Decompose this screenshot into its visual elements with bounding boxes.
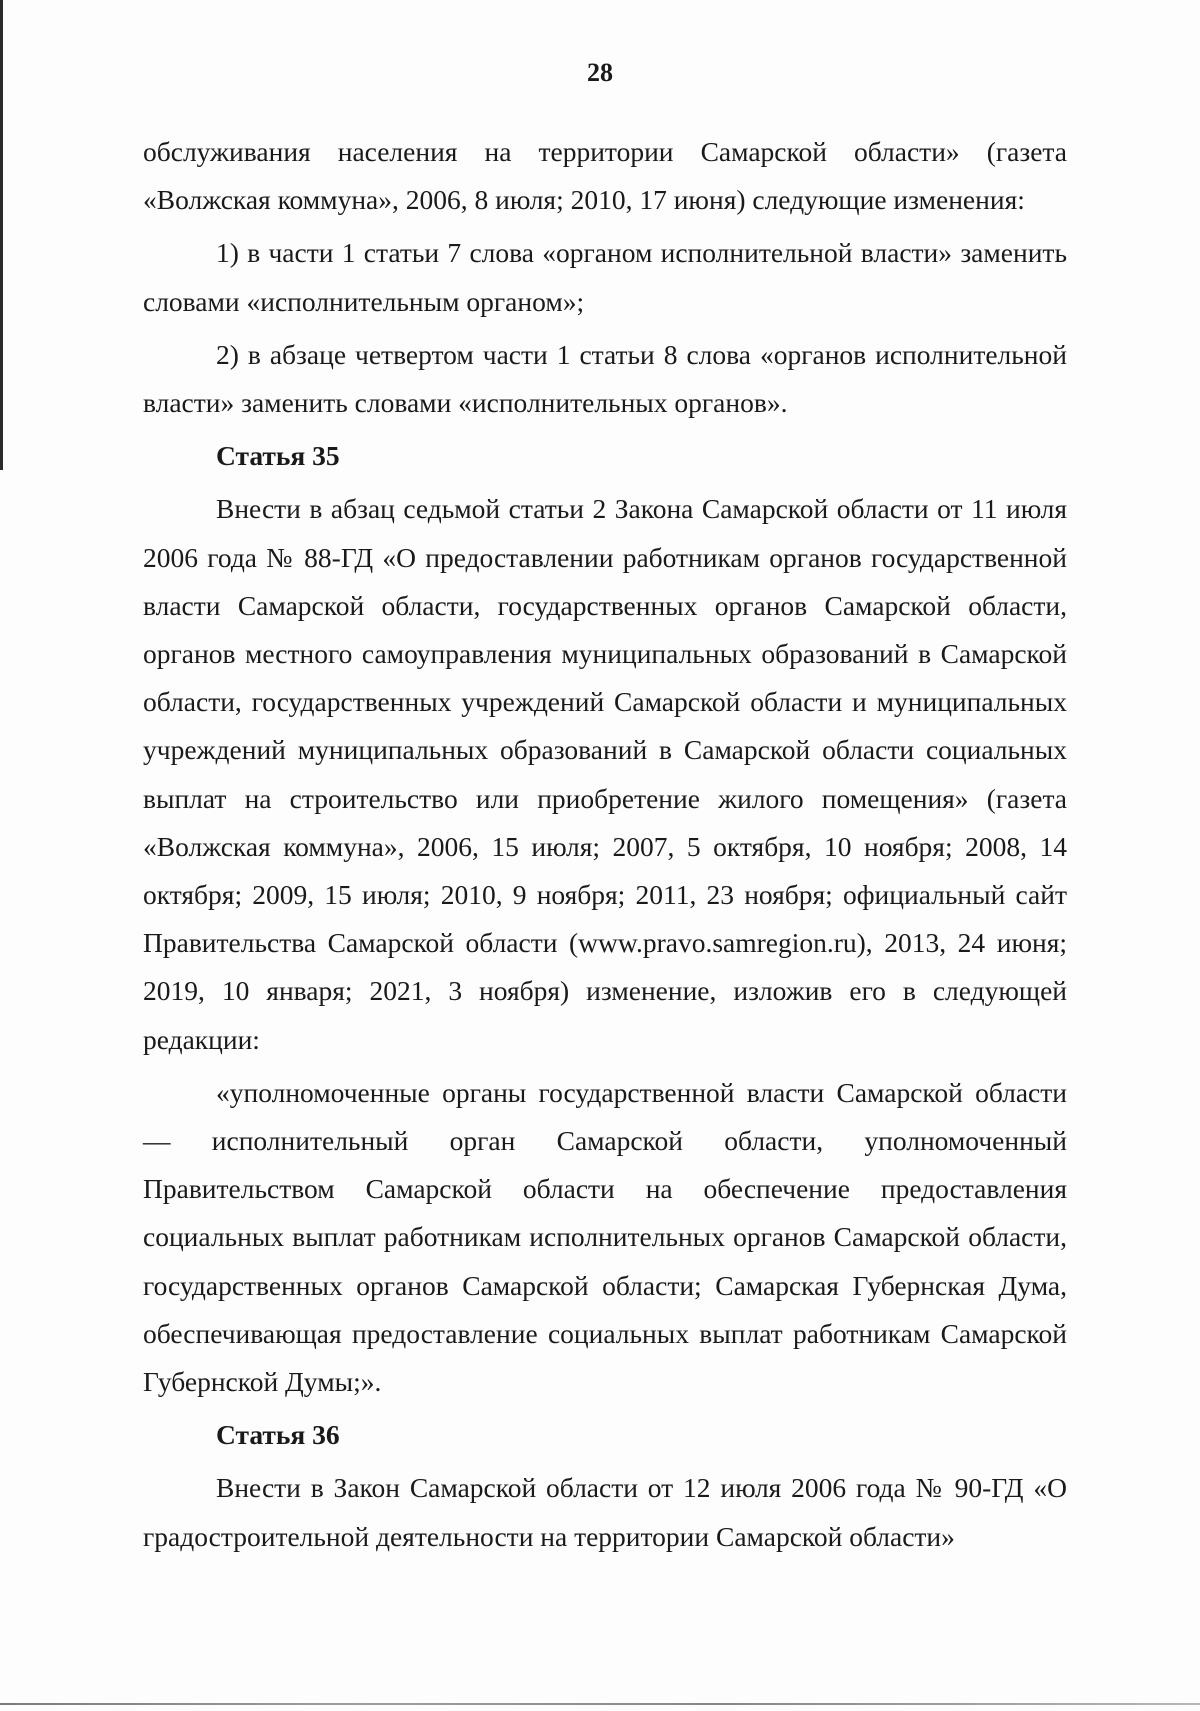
paragraph-item-2: 2) в абзаце четвертом части 1 статьи 8 слова «органов исполнительной власти» заменить словами «исполнительных органов». bbox=[143, 338, 1067, 419]
scan-edge-bottom bbox=[0, 1703, 1200, 1705]
document-body bbox=[143, 128, 1067, 1561]
article-36-heading: Статья 36 bbox=[216, 1419, 340, 1451]
article-35-paragraph: Внести в абзац седьмой статьи 2 Закона Самарской области от 11 июля 2006 года № 88-ГД «О предоставлении работникам органов государственной власти Самарской области, государственных органов Самарской области, органов местного самоуправления муниципальных образований в Самарской области, государственных учреждений Самарской области и муниципальных учреждений муниципальных образований в Самарской области социальных выплат на строительство или приобретение жилого помещения» (газета «Волжская коммуна», 2006, 15 июля; 2007, 5 октября, 10 ноября; 2008, 14 октября; 2009, 15 июля; 2010, 9 ноября; 2011, 23 ноября; официальный сайт Правительства Самарской области (www.pravo.samregion.ru), 2013, 24 июня; 2019, 10 января; 2021, 3 ноября) изменение, изложив его в следующей редакции: bbox=[143, 493, 1067, 1055]
article-36-paragraph: Внести в Закон Самарской области от 12 июля 2006 года № 90-ГД «О градостроительной деятельности на территории Самарской области» bbox=[143, 1472, 1067, 1552]
page-number: 28 bbox=[587, 58, 613, 87]
paragraph-item-1: 1) в части 1 статьи 7 слова «органом исполнительной власти» заменить словами «исполнительным органом»; bbox=[143, 237, 1067, 317]
article-35-quote: «уполномоченные органы государственной власти Самарской области — исполнительный орган Самарской области, уполномоченный Правительством Самарской области на обеспечение предоставления социальных выплат работникам исполнительных органов Самарской области, государственных органов Самарской области; Самарская Губернская Дума, обеспечивающая предоставление социальных выплат работникам Самарской Губернской Думы;». bbox=[143, 1076, 1067, 1398]
paragraph-continuation: обслуживания населения на территории Самарской области» (газета «Волжская коммуна», 2006, 8 июля; 2010, 17 июня) следующие изменения: bbox=[143, 136, 1067, 216]
article-35-heading: Статья 35 bbox=[216, 440, 340, 472]
